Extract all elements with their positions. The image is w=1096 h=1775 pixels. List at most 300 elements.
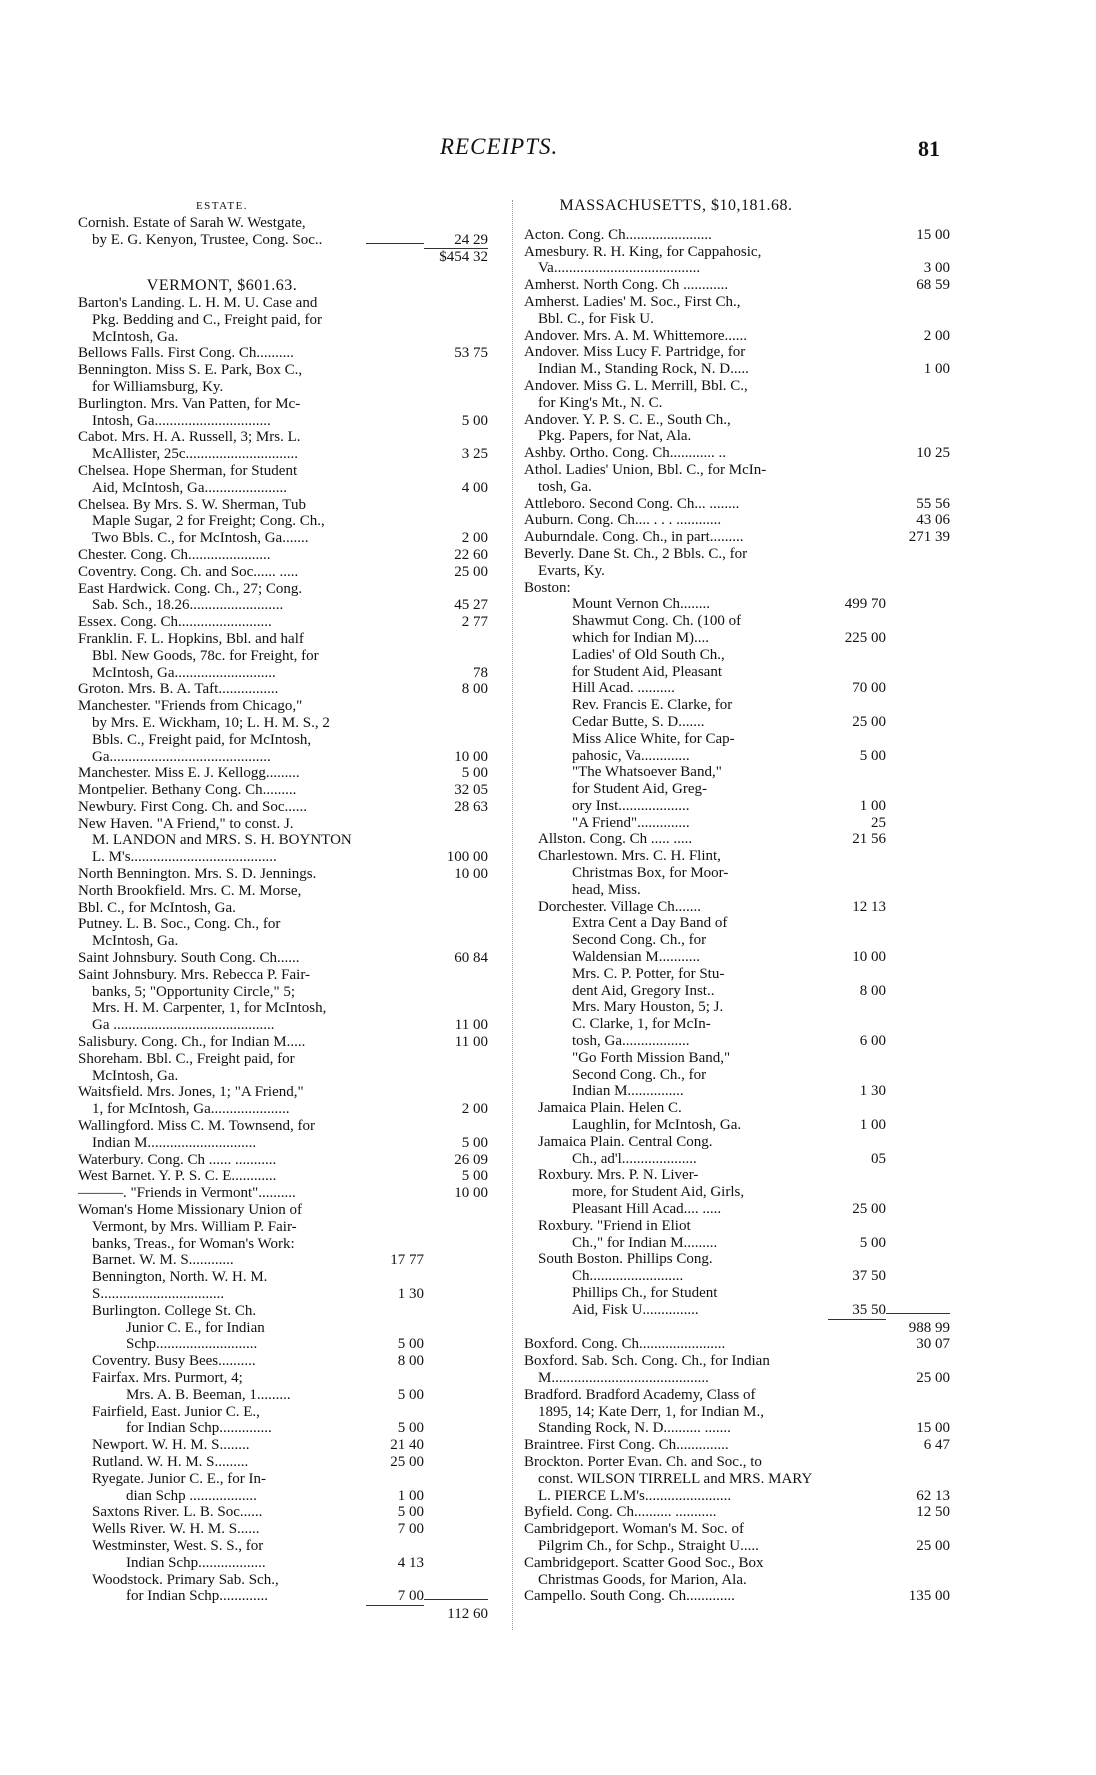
receipt-line <box>524 764 950 781</box>
entry-text: Intosh, Ga............................... <box>92 412 271 429</box>
receipt-line <box>78 232 488 250</box>
receipt-line <box>78 1303 488 1320</box>
entry-text: Extra Cent a Day Band of <box>572 915 728 932</box>
receipt-line <box>524 1555 950 1572</box>
sub-amount: 21 56 <box>852 831 886 848</box>
amount: 5 00 <box>461 1168 488 1185</box>
receipt-line <box>524 244 950 261</box>
receipt-line <box>524 311 950 328</box>
sub-amount: 25 00 <box>852 1201 886 1218</box>
receipt-line <box>78 1000 488 1017</box>
entry-text: Campello. South Cong. Ch............. <box>524 1588 735 1605</box>
receipt-line <box>78 597 488 614</box>
receipt-line <box>78 497 488 514</box>
entry-text: Va....................................... <box>538 260 701 277</box>
receipt-line <box>78 564 488 581</box>
entry-text: for Student Aid, Greg- <box>572 781 707 798</box>
entry-text: Two Bbls. C., for McIntosh, Ga....... <box>92 530 309 547</box>
receipt-line <box>524 1370 950 1387</box>
amount: 62 13 <box>916 1487 950 1504</box>
sub-amount: 7 00 <box>366 1588 424 1606</box>
receipt-line <box>78 198 488 215</box>
receipt-line <box>524 647 950 664</box>
entry-text: banks, 5; "Opportunity Circle," 5; <box>92 983 296 1000</box>
entry-text: Laughlin, for McIntosh, Ga. <box>572 1117 742 1134</box>
entry-text: Manchester. "Friends from Chicago," <box>78 698 303 715</box>
receipt-line <box>524 1100 950 1117</box>
amount: 78 <box>473 664 488 681</box>
receipt-line <box>78 1606 488 1623</box>
amount: 25 00 <box>916 1369 950 1386</box>
receipt-line <box>78 866 488 883</box>
receipt-line <box>78 648 488 665</box>
entry-text: Cambridgeport. Woman's M. Soc. of <box>524 1521 744 1538</box>
receipt-line <box>524 1404 950 1421</box>
entry-text: for Williamsburg, Ky. <box>92 378 224 395</box>
entry-text: C. Clarke, 1, for McIn- <box>572 1016 711 1033</box>
sub-amount: 35 50 <box>828 1302 886 1320</box>
entry-text: Shoreham. Bbl. C., Freight paid, for <box>78 1050 295 1067</box>
receipt-line <box>524 831 950 848</box>
column-separator <box>512 200 513 1630</box>
receipt-line <box>524 999 950 1016</box>
entry-text: head, Miss. <box>572 881 641 898</box>
entry-text: Boxford. Cong. Ch....................... <box>524 1336 726 1353</box>
entry-text: East Hardwick. Cong. Ch., 27; Cong. <box>78 580 303 597</box>
entry-text: Montpelier. Bethany Cong. Ch......... <box>78 782 297 799</box>
amount: 1 00 <box>923 361 950 378</box>
receipt-line <box>78 1152 488 1169</box>
receipt-line <box>524 1218 950 1235</box>
entry-text: Bbl. C., for McIntosh, Ga. <box>78 899 236 916</box>
receipt-line <box>78 883 488 900</box>
entry-text: South Boston. Phillips Cong. <box>538 1251 713 1268</box>
entry-text: Standing Rock, N. D.......... ....... <box>538 1420 731 1437</box>
receipt-line <box>78 1185 488 1202</box>
page-number: 81 <box>918 136 940 161</box>
entry-text: Christmas Goods, for Marion, Ala. <box>538 1571 747 1588</box>
entry-text: Burlington. Mrs. Van Patten, for Mc- <box>78 395 301 412</box>
entry-text: dian Schp .................. <box>126 1487 257 1504</box>
amount: 5 00 <box>461 412 488 429</box>
entry-text: Auburndale. Cong. Ch., in part......... <box>524 529 744 546</box>
entry-text: "Go Forth Mission Band," <box>572 1049 731 1066</box>
amount <box>424 1599 488 1600</box>
receipt-line <box>78 1504 488 1521</box>
receipt-line <box>78 967 488 984</box>
receipt-line <box>524 1235 950 1252</box>
entry-text: Mrs. H. M. Carpenter, 1, for McIntosh, <box>92 1000 327 1017</box>
receipt-line <box>78 933 488 950</box>
entry-text: Pkg. Papers, for Nat, Ala. <box>538 428 692 445</box>
receipt-line <box>78 1320 488 1337</box>
sub-amount: 1 00 <box>397 1487 424 1504</box>
receipt-line <box>78 1118 488 1135</box>
receipt-line <box>78 1437 488 1454</box>
receipt-line <box>524 378 950 395</box>
receipt-line <box>78 463 488 480</box>
receipt-line <box>78 1404 488 1421</box>
entry-text: Second Cong. Ch., for <box>572 932 707 949</box>
receipt-line <box>524 344 950 361</box>
sub-amount: 5 00 <box>397 1336 424 1353</box>
receipt-line <box>78 665 488 682</box>
entry-text: L. M's....................................... <box>92 849 277 866</box>
receipt-line <box>524 1151 950 1168</box>
receipt-line <box>78 1420 488 1437</box>
sub-amount: 5 00 <box>397 1386 424 1403</box>
receipt-line <box>78 295 488 312</box>
amount: 3 00 <box>923 260 950 277</box>
entry-text: 1895, 14; Kate Derr, 1, for Indian M., <box>538 1403 765 1420</box>
entry-text: McAllister, 25c.............................. <box>92 446 299 463</box>
receipt-line <box>524 949 950 966</box>
entry-text: Byfield. Cong. Ch.......... ........... <box>524 1504 717 1521</box>
entry-text: Indian Schp.................. <box>126 1554 266 1571</box>
entry-text: Evarts, Ky. <box>538 562 605 579</box>
receipt-line <box>524 748 950 765</box>
receipt-line <box>78 900 488 917</box>
entry-text: "A Friend".............. <box>572 814 690 831</box>
receipt-line <box>78 1202 488 1219</box>
entry-text: Schp........................... <box>126 1336 258 1353</box>
entry-text: Jamaica Plain. Central Cong. <box>538 1133 713 1150</box>
receipt-line <box>78 345 488 362</box>
sub-amount: 225 00 <box>844 629 886 646</box>
entry-text: Phillips Ch., for Student <box>572 1285 718 1301</box>
amount: 22 60 <box>454 546 488 563</box>
page-title: RECEIPTS. <box>440 134 559 159</box>
amount: 2 00 <box>923 327 950 344</box>
sub-amount: 25 <box>871 814 886 831</box>
receipt-line <box>78 1588 488 1606</box>
receipt-line <box>78 1555 488 1572</box>
amount: 6 47 <box>923 1437 950 1454</box>
entry-text: Christmas Box, for Moor- <box>572 865 729 882</box>
receipt-line <box>78 732 488 749</box>
receipt-line <box>78 1068 488 1085</box>
amount: $454 32 <box>439 249 488 266</box>
entry-text: Dorchester. Village Ch....... <box>538 898 701 915</box>
receipt-line <box>524 1167 950 1184</box>
entry-text: Bbl. New Goods, 78c. for Freight, for <box>92 647 319 664</box>
receipt-line <box>524 328 950 345</box>
receipt-line <box>524 1083 950 1100</box>
entry-text: Sab. Sch., 18.26......................... <box>92 597 284 614</box>
entry-text: Newport. W. H. M. S........ <box>92 1437 250 1454</box>
sub-amount: 12 13 <box>852 898 886 915</box>
entry-text: Mrs. Mary Houston, 5; J. <box>572 999 724 1016</box>
receipt-line <box>524 546 950 563</box>
entry-text: Second Cong. Ch., for <box>572 1066 707 1083</box>
sub-amount <box>366 243 424 244</box>
entry-text: Shawmut Cong. Ch. (100 of <box>572 613 742 630</box>
amount: 10 00 <box>454 866 488 883</box>
receipt-line <box>524 815 950 832</box>
receipt-line <box>78 1454 488 1471</box>
entry-text: Rutland. W. H. M. S......... <box>92 1453 249 1470</box>
receipt-line <box>78 1488 488 1505</box>
receipt-line <box>78 1101 488 1118</box>
entry-text: Andover. Miss G. L. Merrill, Bbl. C., <box>524 377 748 394</box>
entry-text: Andover. Miss Lucy F. Partridge, for <box>524 344 746 361</box>
sub-amount: 8 00 <box>397 1353 424 1370</box>
receipt-line <box>78 984 488 1001</box>
receipt-line <box>78 530 488 547</box>
receipt-line <box>524 1201 950 1218</box>
entry-text: banks, Treas., for Woman's Work: <box>92 1235 295 1252</box>
entry-text: M.......................................... <box>538 1369 709 1386</box>
receipt-line <box>524 294 950 311</box>
entry-text: Bradford. Bradford Academy, Class of <box>524 1386 756 1403</box>
amount: 45 27 <box>454 597 488 614</box>
receipt-line <box>524 613 950 630</box>
amount: 53 75 <box>454 345 488 362</box>
entry-text: which for Indian M).... <box>572 629 710 646</box>
receipt-line <box>78 215 488 232</box>
receipt-line <box>78 396 488 413</box>
receipt-line <box>78 832 488 849</box>
receipt-line <box>78 715 488 732</box>
receipt-line <box>78 480 488 497</box>
receipt-line <box>524 1285 950 1302</box>
sub-amount: 1 00 <box>859 797 886 814</box>
receipt-line <box>524 260 950 277</box>
receipt-line <box>78 312 488 329</box>
entry-text: Woodstock. Primary Sab. Sch., <box>92 1571 279 1588</box>
receipt-line <box>524 664 950 681</box>
amount: 2 77 <box>461 614 488 631</box>
receipt-line <box>78 1572 488 1589</box>
entry-text: Amesbury. R. H. King, for Cappahosic, <box>524 243 762 260</box>
entry-text: North Brookfield. Mrs. C. M. Morse, <box>78 882 302 899</box>
amount: 2 00 <box>461 1101 488 1118</box>
receipt-line <box>78 1051 488 1068</box>
receipt-line <box>524 1016 950 1033</box>
receipt-line <box>524 1454 950 1471</box>
receipt-line <box>524 462 950 479</box>
receipt-line <box>524 1033 950 1050</box>
amount: 26 09 <box>454 1151 488 1168</box>
receipt-line <box>78 1387 488 1404</box>
sub-amount: 25 00 <box>390 1453 424 1470</box>
receipt-line <box>78 266 488 278</box>
entry-text: Indian M., Standing Rock, N. D..... <box>538 361 749 378</box>
entry-text: Jamaica Plain. Helen C. <box>538 1100 682 1117</box>
entry-text: Saxtons River. L. B. Soc...... <box>92 1504 263 1521</box>
receipt-line <box>524 1302 950 1320</box>
amount: 135 00 <box>908 1588 950 1605</box>
receipt-line <box>78 581 488 598</box>
entry-text: Ch., ad'l.................... <box>572 1150 697 1167</box>
entry-text: Amherst. Ladies' M. Soc., First Ch., <box>524 293 741 310</box>
entry-text: Newbury. First Cong. Ch. and Soc...... <box>78 798 308 815</box>
entry-text: dent Aid, Gregory Inst.. <box>572 982 715 999</box>
receipt-line <box>78 1286 488 1303</box>
amount: 988 99 <box>908 1319 950 1336</box>
sub-amount: 5 00 <box>397 1420 424 1437</box>
amount: 25 00 <box>916 1537 950 1554</box>
entry-text: Mount Vernon Ch........ <box>572 596 711 613</box>
entry-text: Andover. Y. P. S. C. E., South Ch., <box>524 411 731 428</box>
receipt-line <box>78 362 488 379</box>
entry-text: MASSACHUSETTS, $10,181.68. <box>559 198 793 214</box>
receipt-line <box>524 428 950 445</box>
entry-text: Brockton. Porter Evan. Ch. and Soc., to <box>524 1453 762 1470</box>
receipt-line <box>78 782 488 799</box>
entry-text: Bennington, North. W. H. M. <box>92 1269 268 1286</box>
entry-text: Cornish. Estate of Sarah W. Westgate, <box>78 214 306 231</box>
entry-text: more, for Student Aid, Girls, <box>572 1184 745 1201</box>
sub-amount: 1 30 <box>397 1286 424 1302</box>
receipt-line <box>524 899 950 916</box>
receipt-line <box>78 329 488 346</box>
receipt-line <box>78 698 488 715</box>
entry-text: Putney. L. B. Soc., Cong. Ch., for <box>78 916 281 933</box>
receipt-line <box>78 513 488 530</box>
entry-text: Aid, McIntosh, Ga...................... <box>92 479 287 496</box>
amount: 3 25 <box>461 446 488 463</box>
sub-amount: 1 00 <box>859 1117 886 1134</box>
receipt-line <box>524 1488 950 1505</box>
entry-text: Coventry. Busy Bees.......... <box>92 1353 256 1370</box>
receipt-line <box>78 1336 488 1353</box>
entry-text: Roxbury. "Friend in Eliot <box>538 1217 691 1234</box>
receipt-line <box>524 412 950 429</box>
entry-text: Cambridgeport. Scatter Good Soc., Box <box>524 1554 764 1571</box>
running-header <box>0 134 1096 164</box>
entry-text: McIntosh, Ga. <box>92 1067 179 1084</box>
receipt-line <box>78 1219 488 1236</box>
receipt-line <box>524 1521 950 1538</box>
receipt-line <box>78 916 488 933</box>
receipt-line <box>524 966 950 983</box>
entry-text: ———. "Friends in Vermont".......... <box>78 1185 296 1202</box>
entry-text: Saint Johnsbury. South Cong. Ch...... <box>78 950 300 967</box>
sub-amount: 21 40 <box>390 1437 424 1454</box>
receipt-line <box>78 1135 488 1152</box>
receipt-line <box>524 714 950 731</box>
entry-text: Chelsea. By Mrs. S. W. Sherman, Tub <box>78 496 306 513</box>
receipt-line <box>524 580 950 597</box>
receipt-line <box>78 249 488 266</box>
entry-text: Amherst. North Cong. Ch ............ <box>524 277 729 294</box>
receipt-line <box>524 1268 950 1285</box>
receipt-line <box>524 215 950 227</box>
entry-text: New Haven. "A Friend," to const. J. <box>78 815 294 832</box>
entry-text: Braintree. First Cong. Ch.............. <box>524 1437 729 1454</box>
receipt-line <box>78 1370 488 1387</box>
amount: 24 29 <box>424 232 488 250</box>
receipt-line <box>78 1521 488 1538</box>
receipt-line <box>524 1353 950 1370</box>
amount: 10 25 <box>916 445 950 462</box>
right-column <box>524 198 950 1605</box>
receipt-line <box>524 1117 950 1134</box>
entry-text: McIntosh, Ga. <box>92 933 179 950</box>
entry-text: const. WILSON TIRRELL and MRS. MARY <box>538 1470 813 1487</box>
entry-text: Burlington. College St. Ch. <box>92 1302 257 1319</box>
receipt-line <box>524 798 950 815</box>
receipt-line <box>78 950 488 967</box>
receipt-line <box>78 1538 488 1555</box>
receipt-line <box>78 1353 488 1370</box>
entry-text: ory Inst................... <box>572 797 690 814</box>
receipt-line <box>524 1184 950 1201</box>
amount: 55 56 <box>916 495 950 512</box>
receipt-line <box>78 1471 488 1488</box>
entry-text: Bellows Falls. First Cong. Ch.......... <box>78 345 294 362</box>
amount: 28 63 <box>454 798 488 815</box>
amount: 60 84 <box>454 950 488 967</box>
amount: 271 39 <box>908 529 950 546</box>
entry-text: S................................. <box>92 1286 225 1302</box>
receipt-line <box>524 915 950 932</box>
entry-text: by Mrs. E. Wickham, 10; L. H. M. S., 2 <box>92 714 330 731</box>
entry-text: Attleboro. Second Cong. Ch... ........ <box>524 495 740 512</box>
receipt-line <box>524 1336 950 1353</box>
receipt-line <box>78 849 488 866</box>
entry-text: Aid, Fisk U............... <box>572 1301 699 1318</box>
entry-text: pahosic, Va............. <box>572 747 690 764</box>
entry-text: Waitsfield. Mrs. Jones, 1; "A Friend," <box>78 1084 304 1101</box>
amount: 25 00 <box>454 563 488 580</box>
entry-text: Ch......................... <box>572 1268 684 1285</box>
entry-text: Pleasant Hill Acad.... ..... <box>572 1201 722 1218</box>
receipt-line <box>524 1134 950 1151</box>
receipt-line <box>524 198 950 215</box>
entry-text: Bbl. C., for Fisk U. <box>538 310 654 327</box>
receipt-line <box>524 496 950 513</box>
receipt-line <box>524 479 950 496</box>
receipt-line <box>524 1420 950 1437</box>
amount: 43 06 <box>916 512 950 529</box>
amount: 4 00 <box>461 479 488 496</box>
sub-amount: 5 00 <box>859 747 886 764</box>
receipt-line <box>524 227 950 244</box>
amount: 100 00 <box>446 849 488 866</box>
entry-text: Pkg. Bedding and C., Freight paid, for <box>92 311 322 328</box>
receipt-line <box>524 395 950 412</box>
amount: 30 07 <box>916 1336 950 1353</box>
entry-text: Beverly. Dane St. Ch., 2 Bbls. C., for <box>524 545 748 562</box>
entry-text: Barnet. W. M. S............ <box>92 1252 234 1269</box>
receipt-line <box>78 446 488 463</box>
receipt-line <box>524 882 950 899</box>
entry-text: Acton. Cong. Ch....................... <box>524 226 712 243</box>
sub-amount: 5 00 <box>859 1234 886 1251</box>
receipt-line <box>524 1251 950 1268</box>
receipt-line <box>78 1168 488 1185</box>
entry-text: Wells River. W. H. M. S...... <box>92 1521 260 1538</box>
entry-text: ESTATE. <box>195 200 249 212</box>
receipt-line <box>78 1236 488 1253</box>
entry-text: Coventry. Cong. Ch. and Soc...... ..... <box>78 563 299 580</box>
amount: 15 00 <box>916 1420 950 1437</box>
sub-amount: 17 77 <box>390 1252 424 1269</box>
entry-text: Mrs. C. P. Potter, for Stu- <box>572 965 725 982</box>
receipt-line <box>524 983 950 1000</box>
amount: 15 00 <box>916 226 950 243</box>
receipt-line <box>78 799 488 816</box>
receipt-line <box>78 1017 488 1034</box>
entry-text: Saint Johnsbury. Mrs. Rebecca P. Fair- <box>78 966 311 983</box>
entry-text: Ryegate. Junior C. E., for In- <box>92 1470 266 1487</box>
entry-text: Fairfax. Mrs. Purmort, 4; <box>92 1369 243 1386</box>
entry-text: McIntosh, Ga. <box>92 328 179 345</box>
receipt-line <box>524 1050 950 1067</box>
entry-text: Indian M............... <box>572 1083 684 1100</box>
